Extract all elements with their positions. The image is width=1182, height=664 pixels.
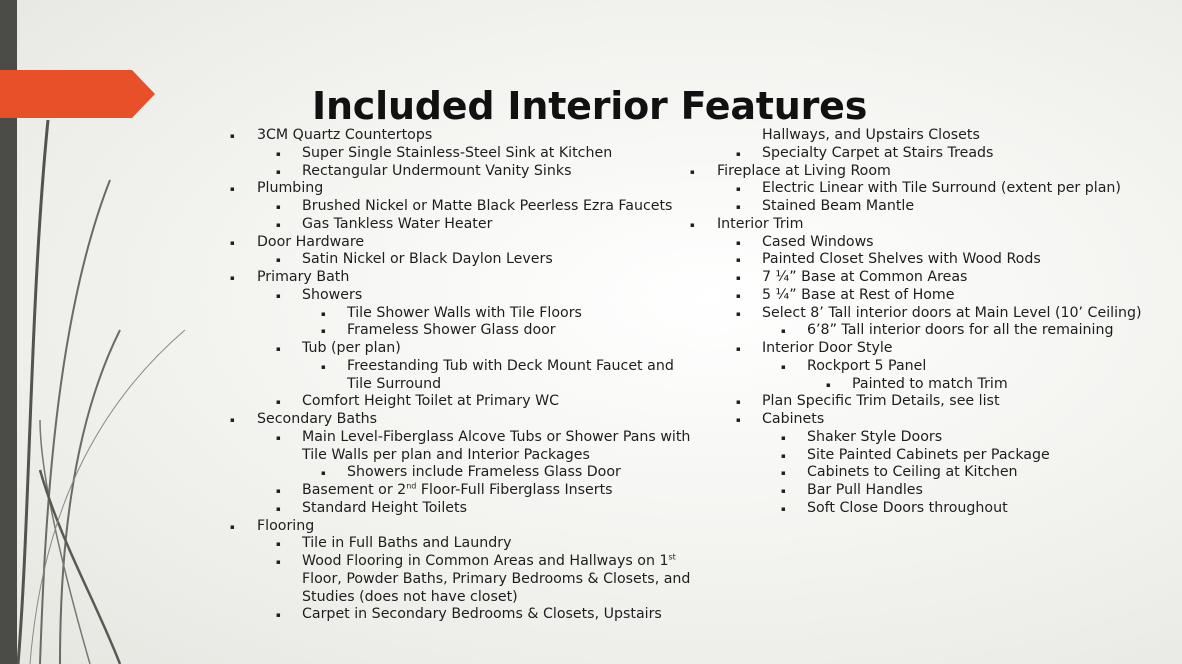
list-item: ▪ Cabinets (690, 411, 1160, 429)
bullet: ▪ (736, 416, 741, 424)
list-item: ▪ Secondary Baths (230, 411, 700, 429)
bullet: ▪ (690, 167, 695, 176)
list-item: ▪ Plumbing (230, 180, 700, 198)
bullet: ▪ (276, 149, 281, 158)
list-item: ▪ Flooring (230, 518, 700, 536)
list-item: ▪ Showers include Frameless Glass Door (230, 464, 700, 482)
bullet: ▪ (276, 558, 281, 566)
bullet: ▪ (690, 220, 695, 229)
bullet: ▪ (276, 203, 281, 211)
bullet: ▪ (736, 256, 741, 265)
bullet: ▪ (736, 274, 741, 282)
bullet: ▪ (230, 185, 235, 194)
list-item: ▪ Bar Pull Handles (690, 482, 1160, 500)
bullet: ▪ (276, 611, 281, 620)
list-item: ▪ 7 ¼” Base at Common Areas (690, 269, 1160, 287)
list-item: ▪ Site Painted Cabinets per Package (690, 447, 1160, 465)
list-item: ▪ Freestanding Tub with Deck Mount Faucet and (230, 358, 700, 376)
bullet: ▪ (736, 203, 741, 211)
bullet: ▪ (321, 327, 326, 336)
features-column-left (230, 127, 700, 624)
bullet: ▪ (781, 469, 786, 478)
bullet: ▪ (736, 398, 741, 407)
list-item: ▪ Basement or 2nd Floor-Full Fiberglass Inserts (230, 482, 700, 500)
list-item: ▪ Fireplace at Living Room (690, 163, 1160, 181)
bullet: ▪ (276, 487, 281, 495)
bullet: ▪ (230, 416, 235, 424)
bullet: ▪ (321, 362, 326, 371)
list-item: ▪ Interior Trim (690, 216, 1160, 234)
list-item: ▪ Specialty Carpet at Stairs Treads (690, 145, 1160, 163)
list-item: ▪ Wood Flooring in Common Areas and Hallways on 1st (230, 553, 700, 571)
list-item: ▪ Tub (per plan) (230, 340, 700, 358)
list-item-continuation: Tile Surround (347, 375, 442, 392)
bullet: ▪ (781, 487, 786, 495)
bullet: ▪ (736, 238, 741, 247)
list-item: ▪ Shaker Style Doors (690, 429, 1160, 447)
list-item: ▪ Cabinets to Ceiling at Kitchen (690, 464, 1160, 482)
bullet: ▪ (276, 256, 281, 265)
bullet: ▪ (781, 362, 786, 371)
bullet: ▪ (781, 504, 786, 513)
list-item: ▪ Soft Close Doors throughout (690, 500, 1160, 518)
list-item: ▪ 6’8” Tall interior doors for all the remaining (690, 322, 1160, 340)
list-item: ▪ 3CM Quartz Countertops (230, 127, 700, 145)
bullet: ▪ (276, 398, 281, 407)
bullet: ▪ (276, 504, 281, 513)
list-item: ▪ Door Hardware (230, 234, 700, 252)
bullet: ▪ (736, 149, 741, 158)
list-item-continuation: Floor, Powder Baths, Primary Bedrooms & Closets, and (302, 570, 691, 587)
list-item: ▪ Electric Linear with Tile Surround (extent per plan) (690, 180, 1160, 198)
list-item: ▪ Standard Height Toilets (230, 500, 700, 518)
list-item: ▪ Brushed Nickel or Matte Black Peerless Ezra Faucets (230, 198, 700, 216)
bullet: ▪ (781, 327, 786, 336)
bullet: ▪ (321, 309, 326, 318)
list-item: ▪ Main Level-Fiberglass Alcove Tubs or Shower Pans with (230, 429, 700, 447)
list-item-continuation: Tile Walls per plan and Interior Packages (302, 446, 590, 463)
bullet: ▪ (230, 132, 235, 140)
list-item: ▪ Super Single Stainless-Steel Sink at Kitchen (230, 145, 700, 163)
list-item: ▪ Tile in Full Baths and Laundry (230, 535, 700, 553)
list-item: ▪ Select 8’ Tall interior doors at Main Level (10’ Ceiling) (690, 305, 1160, 323)
list-item: ▪ Frameless Shower Glass door (230, 322, 700, 340)
list-item: ▪ Satin Nickel or Black Daylon Levers (230, 251, 700, 269)
bullet: ▪ (736, 185, 741, 194)
bullet: ▪ (781, 451, 786, 460)
bullet: ▪ (781, 433, 786, 442)
list-item: ▪ 5 ¼” Base at Rest of Home (690, 287, 1160, 305)
bullet: ▪ (321, 469, 326, 478)
bullet: ▪ (276, 345, 281, 353)
bullet: ▪ (736, 345, 741, 353)
page-title: Included Interior Features (312, 84, 868, 128)
list-item-continuation: Studies (does not have closet) (302, 588, 518, 605)
bullet: ▪ (276, 540, 281, 549)
list-item: ▪ Stained Beam Mantle (690, 198, 1160, 216)
bullet: ▪ (276, 433, 281, 442)
bullet: ▪ (276, 220, 281, 229)
list-item: ▪ Gas Tankless Water Heater (230, 216, 700, 234)
accent-arrow-shape (0, 70, 155, 118)
bullet: ▪ (230, 522, 235, 531)
bullet: ▪ (230, 274, 235, 282)
bullet: ▪ (736, 291, 741, 300)
bullet: ▪ (276, 167, 281, 176)
list-item: ▪ Interior Door Style (690, 340, 1160, 358)
list-item-continuation: Hallways, and Upstairs Closets (762, 127, 980, 143)
list-item: ▪ Primary Bath (230, 269, 700, 287)
list-item: ▪ Plan Specific Trim Details, see list (690, 393, 1160, 411)
list-item: ▪ Tile Shower Walls with Tile Floors (230, 305, 700, 323)
list-item: ▪ Comfort Height Toilet at Primary WC (230, 393, 700, 411)
features-column-right (690, 127, 1160, 518)
list-item: ▪ Cased Windows (690, 234, 1160, 252)
bullet: ▪ (826, 380, 831, 389)
list-item: ▪ Painted Closet Shelves with Wood Rods (690, 251, 1160, 269)
list-item: ▪ Carpet in Secondary Bedrooms & Closets, Upstairs (230, 606, 700, 624)
bullet: ▪ (276, 291, 281, 300)
list-item: ▪ Showers (230, 287, 700, 305)
list-item: ▪ Painted to match Trim (690, 376, 1160, 394)
list-item: ▪ Rectangular Undermount Vanity Sinks (230, 163, 700, 181)
list-item: ▪ Rockport 5 Panel (690, 358, 1160, 376)
bullet: ▪ (736, 309, 741, 318)
bullet: ▪ (230, 238, 235, 247)
